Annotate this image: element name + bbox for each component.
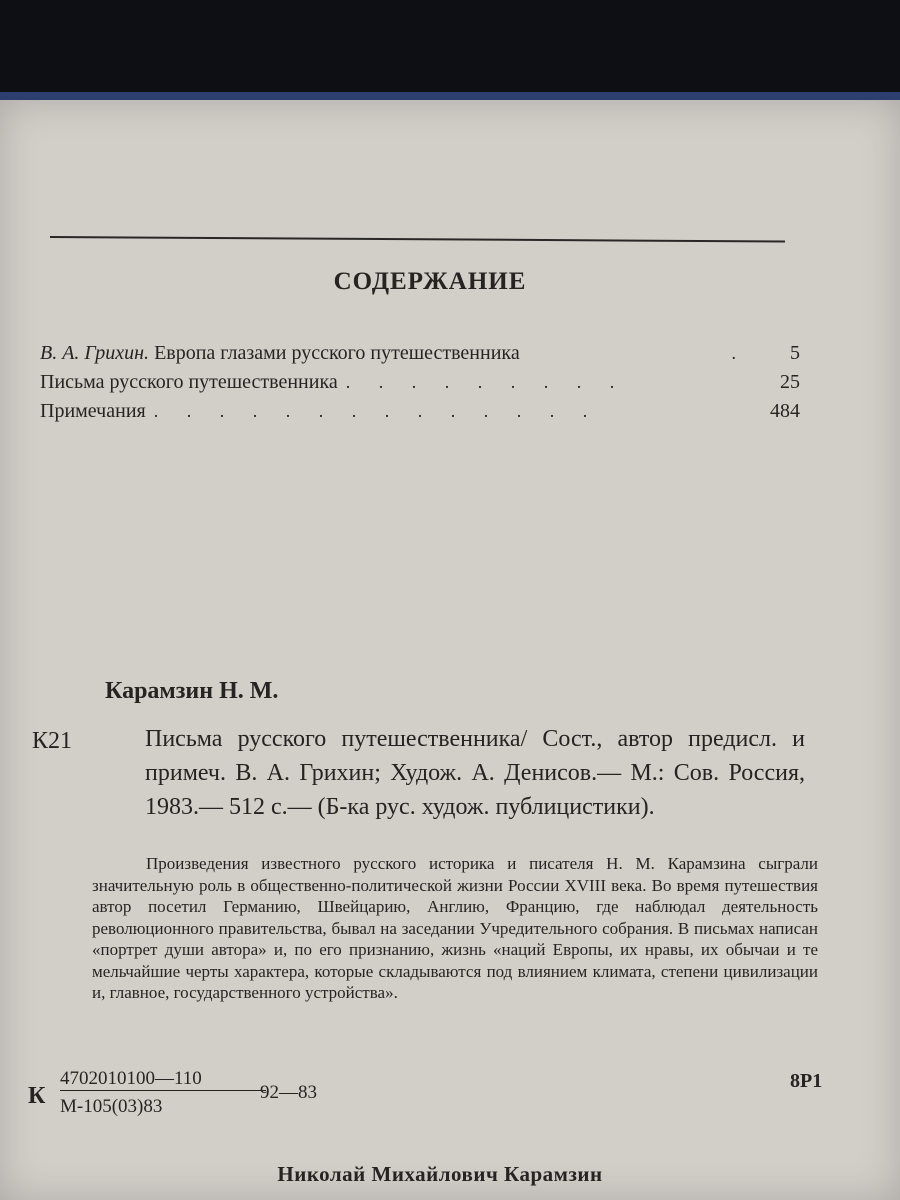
toc-entry-title: Примечания <box>40 400 146 422</box>
toc-entry <box>40 342 800 370</box>
index-suffix: 92—83 <box>260 1082 317 1103</box>
catalog-bibliographic-entry: Письма русского путешественника/ Сост., автор предисл. и примеч. В. А. Грихин; Худож. А. Денисов.— М.: Сов. Россия, 1983.— 512 с.— (Б-ка рус. худож. публицистики). <box>145 726 805 820</box>
toc-entry <box>40 400 800 428</box>
index-letter: К <box>28 1083 46 1109</box>
toc-entry <box>40 371 800 399</box>
toc-entry-title: Европа глазами русского путешественника <box>154 342 520 364</box>
catalog-abstract: Произведения известного русского историка и писателя Н. М. Карамзина сыграли значительную роль в общественно-политической жизни России XVIII века. Во время путешествия автор посетил Германию, Швейцарию, Англию, Францию, где наблюдал деятельность революционного правительства, бывал на заседании Учредительного собрания. В письмах написан «портрет души автора» и, по его признанию, жизнь «наций Европы, их нравы, их обычаи и те мельчайшие черты характера, которые складываются под влиянием климата, степени цивилизации и, главное, государственного устройства». <box>92 854 818 1002</box>
catalog-author: Карамзин Н. М. <box>105 678 279 704</box>
toc-entry-page: 484 <box>770 400 800 422</box>
book-page <box>0 100 900 1200</box>
index-numerator: 4702010100—110 <box>60 1068 266 1091</box>
toc-entry-page: 25 <box>780 371 800 393</box>
contents-heading: СОДЕРЖАНИЕ <box>333 268 527 295</box>
index-denominator: М-105(03)83 <box>60 1096 163 1117</box>
toc-entry-page: 5 <box>790 342 800 364</box>
classification-code: 8Р1 <box>790 1070 823 1092</box>
catalog-code: К21 <box>32 728 73 754</box>
toc-leader: . . . . . . . . . <box>345 372 627 392</box>
toc-entry-title: Письма русского путешественника <box>40 371 338 393</box>
toc-leader: . <box>731 343 748 363</box>
toc-leader: . . . . . . . . . . . . . . <box>153 401 600 421</box>
top-rule <box>50 236 785 242</box>
footer-author-name: Николай Михайлович Карамзин <box>277 1162 603 1186</box>
toc-entry-author: В. А. Грихин. <box>40 342 150 364</box>
